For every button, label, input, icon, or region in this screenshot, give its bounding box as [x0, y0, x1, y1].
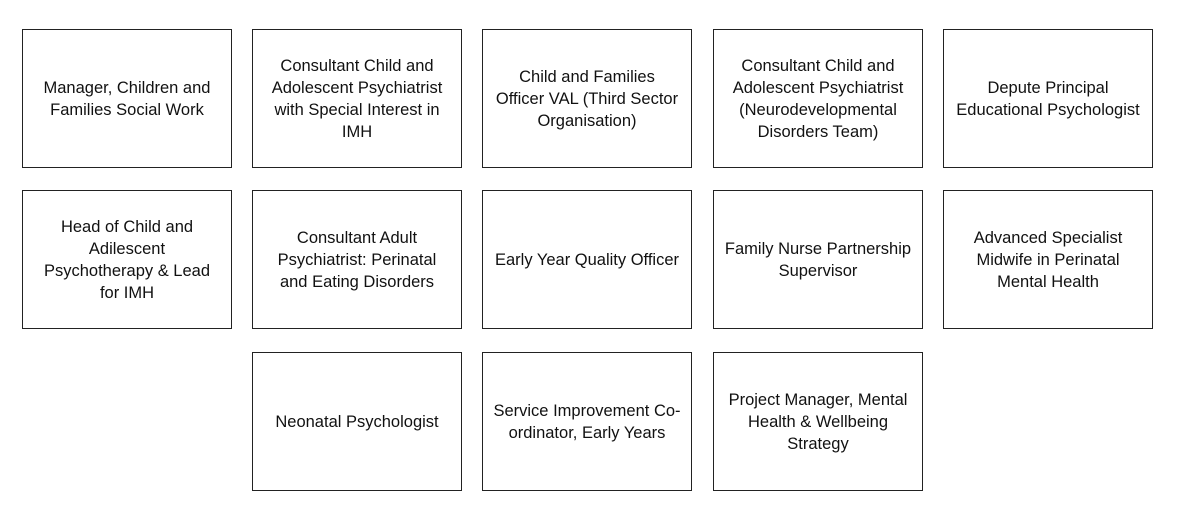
role-label: Head of Child and Adilescent Psychotherapy & Lead for IMH [43, 217, 211, 302]
role-box-project-manager [713, 352, 923, 491]
role-label: Consultant Adult Psychiatrist: Perinatal and Eating Disorders [277, 228, 437, 291]
role-label: Advanced Specialist Midwife in Perinatal Mental Health [973, 228, 1123, 291]
role-label: Depute Principal Educational Psychologist [956, 78, 1140, 119]
role-box-educational-psychologist [943, 29, 1153, 168]
role-box-neonatal-psychologist [252, 352, 462, 491]
role-label: Family Nurse Partnership Supervisor [724, 239, 912, 280]
role-box-social-work-manager [22, 29, 232, 168]
role-box-early-year-quality-officer [482, 190, 692, 329]
role-label: Project Manager, Mental Health & Wellbeing Strategy [728, 390, 908, 453]
role-label: Neonatal Psychologist [275, 412, 439, 431]
role-label: Early Year Quality Officer [494, 250, 680, 269]
role-label: Consultant Child and Adolescent Psychiatrist (Neurodevelopmental Disorders Team) [732, 56, 904, 141]
role-label: Manager, Children and Families Social Work [43, 78, 211, 119]
role-box-specialist-midwife [943, 190, 1153, 329]
role-box-camh-psychiatrist-imh [252, 29, 462, 168]
role-box-family-nurse-supervisor [713, 190, 923, 329]
role-box-service-improvement-coordinator [482, 352, 692, 491]
role-box-child-families-officer [482, 29, 692, 168]
role-label: Service Improvement Co-ordinator, Early Years [493, 401, 681, 442]
role-box-camh-psychiatrist-neurodevelopmental [713, 29, 923, 168]
role-label: Consultant Child and Adolescent Psychiatrist with Special Interest in IMH [271, 56, 443, 141]
role-box-adult-psychiatrist-perinatal [252, 190, 462, 329]
role-label: Child and Families Officer VAL (Third Sector Organisation) [495, 67, 679, 130]
role-box-head-psychotherapy [22, 190, 232, 329]
